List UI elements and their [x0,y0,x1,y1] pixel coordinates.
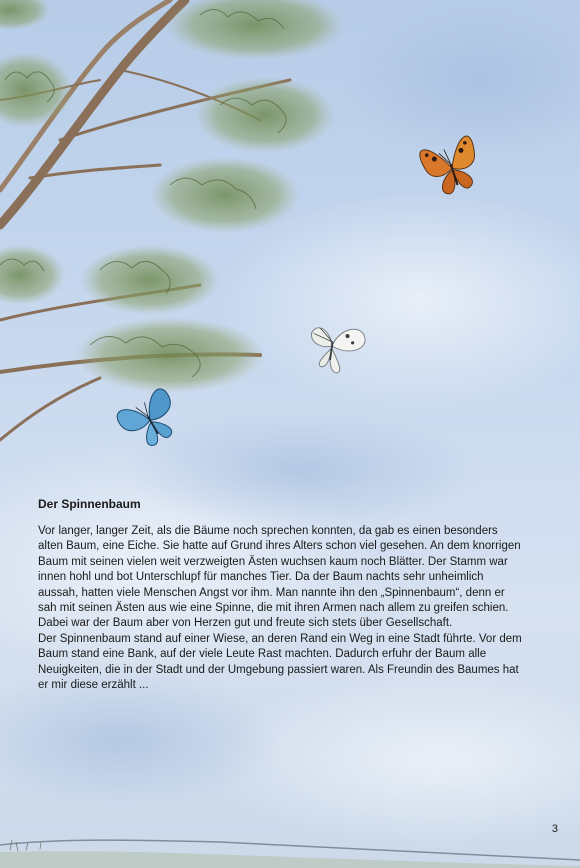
story-line: Der Spinnenbaum stand auf einer Wiese, an deren Rand ein Weg in eine Stadt führte. Vor dem [38,632,522,645]
story-title: Der Spinnenbaum [38,497,141,511]
story-text-block [38,496,538,693]
story-line: Dabei war der Baum aber von Herzen gut und freute sich stets über Gesellschaft. [38,617,453,630]
page-number: 3 [551,823,558,835]
story-line: alten Baum, eine Eiche. Sie hatte auf Grund ihres Alters schon viel gesehen. An dem knorrigen [38,540,521,553]
story-line: innen hohl und bot Unterschlupf für manches Tier. Da der Baum nachts sehr unheimlich [38,571,484,584]
story-line: aussah, hatten viele Menschen Angst vor ihm. Man nannte ihn den „Spinnenbaum“, denn er [38,586,505,599]
story-line: sah mit seinen Ästen aus wie eine Spinne, die mit ihren Armen nach allem zu greifen schien. [38,602,509,615]
story-line: Vor langer, langer Zeit, als die Bäume noch sprechen konnten, da gab es einen besonders [38,525,498,537]
story-line: Neuigkeiten, die in der Stadt und der Umgebung passiert waren. Als Freundin des Baumes hat [38,663,519,676]
story-line: Baum stand eine Bank, auf der viele Leute Rast machten. Dadurch erfuhr der Baum alle [38,648,487,661]
story-line: Baum mit seinen vielen weit verzweigten Ästen wuchsen kaum noch Blätter. Der Stamm war [38,555,508,568]
story-line: er mir diese erzählt ... [38,679,149,692]
story-body [38,524,538,693]
